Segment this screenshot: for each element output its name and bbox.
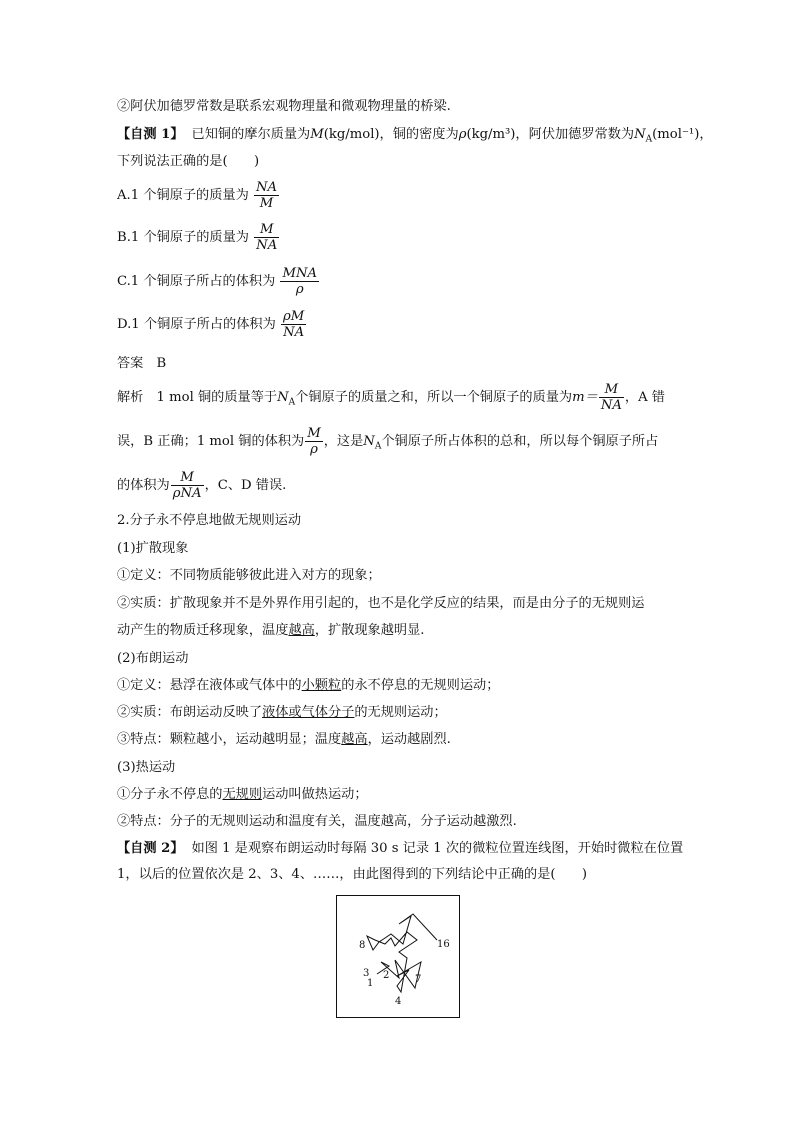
- exp2-b: ，这是: [323, 434, 364, 449]
- exp2-c: 个铜原子所占体积的总和，所以每个铜原子所占: [381, 434, 659, 449]
- q1-rho: ρ: [458, 127, 467, 142]
- question-1-stem: [117, 126, 713, 149]
- q1-text-d: (mol⁻¹)，: [652, 127, 713, 142]
- s21b-underline: 越高: [288, 623, 315, 638]
- option-c-num: MNA: [282, 266, 318, 281]
- q1-text-b: (kg/mol)，铜的密度为: [323, 127, 459, 142]
- figure-label-7: 7: [415, 974, 422, 985]
- option-d-den: NA: [283, 325, 305, 340]
- option-c-text: C.1 个铜原子所占的体积为: [117, 274, 276, 289]
- option-d-fraction: [281, 309, 306, 340]
- s22a-b: 的永不停息的无规则运动；: [341, 678, 500, 693]
- figure-label-1: 1: [367, 978, 374, 989]
- option-b-den: NA: [256, 238, 278, 253]
- exp2-NA: N: [363, 434, 375, 449]
- figure-label-16: 16: [437, 939, 450, 950]
- exp2-num: M: [307, 426, 321, 441]
- q1-NA: N: [634, 127, 646, 142]
- section-2-heading: 2.分子永不停息地做无规则运动: [117, 513, 302, 528]
- option-c-den: ρ: [295, 282, 304, 297]
- exp-NA: N: [277, 390, 289, 405]
- brownian-motion-figure: [336, 895, 460, 1018]
- figure-label-2: 2: [383, 970, 390, 981]
- question-2-tag: 【自测 2】: [117, 841, 184, 856]
- brownian-path-svg: [337, 896, 459, 1017]
- exp-m: m＝: [572, 390, 598, 405]
- exp3-fraction: [171, 470, 204, 501]
- s22b-b: 的无规则运动；: [354, 705, 447, 720]
- option-a-den: M: [259, 196, 274, 211]
- option-d: [117, 309, 307, 340]
- s22b-a: ②实质：布朗运动反映了: [117, 705, 263, 720]
- question-1-tag: 【自测 1】: [117, 127, 184, 142]
- section-2-3-features: ②特点：分子的无规则运动和温度有关，温度越高，分子运动越激烈.: [117, 814, 517, 829]
- q2-text-a: 如图 1 是观察布朗运动时每隔 30 s 记录 1 次的微粒位置连线图，开始时微粒在位置: [191, 841, 684, 856]
- s22c-b: ，运动越剧烈.: [367, 732, 451, 747]
- section-2-2-essence: [117, 704, 447, 722]
- exp3-a: 的体积为: [117, 478, 170, 493]
- q1-text-a: 已知铜的摩尔质量为: [191, 127, 311, 142]
- option-d-text: D.1 个铜原子所占的体积为: [117, 317, 276, 332]
- q1-NA-sub: A: [645, 134, 653, 145]
- s22a-a: ①定义：悬浮在液体或气体中的: [117, 678, 302, 693]
- s21b-b: 动产生的物质迁移现象，温度: [117, 623, 289, 638]
- section-2-3-heading: (3)热运动: [117, 760, 176, 775]
- s22c-a: ③特点：颗粒越小，运动越明显；温度: [117, 732, 342, 747]
- option-a-num: NA: [256, 180, 278, 195]
- section-2-2-definition: [117, 677, 499, 695]
- explanation-line-3: [117, 470, 286, 501]
- exp-NA-sub: A: [288, 397, 296, 408]
- s22b-underline: 液体或气体分子: [262, 705, 355, 720]
- exp3-den: ρNA: [172, 486, 202, 501]
- question-1-line2: 下列说法正确的是( ): [117, 154, 260, 169]
- option-a: [117, 180, 280, 211]
- option-a-text: A.1 个铜原子的质量为: [117, 188, 249, 203]
- answer-line: 答案 B: [117, 356, 167, 371]
- exp-m-den: NA: [600, 398, 622, 413]
- exp-m-num: M: [599, 382, 624, 398]
- option-b-num: M: [254, 222, 279, 238]
- exp-c: ，A 错: [624, 390, 665, 405]
- option-b-fraction: [254, 222, 279, 253]
- figure-label-4: 4: [395, 996, 402, 1007]
- option-b-text: B.1 个铜原子的质量为: [117, 230, 249, 245]
- section-2-2-features: [117, 731, 451, 749]
- figure-label-3: 3: [363, 968, 370, 979]
- exp2-den: ρ: [310, 442, 318, 457]
- exp-m-fraction: [599, 382, 624, 413]
- exp2-fraction: [305, 426, 323, 457]
- s23a-a: ①分子永不停息的: [117, 787, 223, 802]
- exp-a: 解析 1 mol 铜的质量等于: [117, 390, 278, 405]
- q1-text-c: (kg/m³)，阿伏加德罗常数为: [466, 127, 635, 142]
- section-2-1-essence-line1: ②实质：扩散现象并不是外界作用引起的，也不是化学反应的结果，而是由分子的无规则运: [117, 596, 645, 611]
- question-2-stem: [117, 840, 683, 858]
- option-c: [117, 266, 320, 297]
- brownian-path: [367, 914, 437, 992]
- option-c-fraction: [280, 266, 319, 297]
- explanation-line-1: [117, 382, 665, 413]
- section-2-3-definition: [117, 786, 368, 804]
- figure-label-8: 8: [359, 940, 366, 951]
- s23a-b: 运动叫做热运动；: [262, 787, 368, 802]
- exp2-a: 误，B 正确；1 mol 铜的体积为: [117, 434, 305, 449]
- section-2-1-definition: ①定义：不同物质能够彼此进入对方的现象；: [117, 568, 381, 583]
- option-d-num: ρM: [282, 309, 305, 324]
- option-b: [117, 222, 280, 253]
- exp-b: 个铜原子的质量之和，所以一个铜原子的质量为: [295, 390, 573, 405]
- line-avogadro-bridge: ②阿伏加德罗常数是联系宏观物理量和微观物理量的桥梁.: [117, 99, 451, 114]
- explanation-line-2: [117, 426, 658, 457]
- s21b-c: ，扩散现象越明显.: [314, 623, 425, 638]
- exp3-b: ，C、D 错误.: [204, 478, 287, 493]
- exp3-num: M: [171, 470, 204, 486]
- section-2-2-heading: (2)布朗运动: [117, 651, 189, 666]
- section-2-1-heading: (1)扩散现象: [117, 541, 189, 556]
- q1-M: M: [310, 127, 324, 142]
- exp2-NA-sub: A: [374, 441, 382, 452]
- s23a-underline: 无规则: [222, 787, 263, 802]
- s22a-underline: 小颗粒: [301, 678, 342, 693]
- option-a-fraction: [254, 180, 279, 211]
- question-2-line2: 1，以后的位置依次是 2、3、4、……，由此图得到的下列结论中正确的是( ): [117, 867, 588, 882]
- s22c-underline: 越高: [341, 732, 368, 747]
- section-2-1-essence-line2: [117, 622, 425, 640]
